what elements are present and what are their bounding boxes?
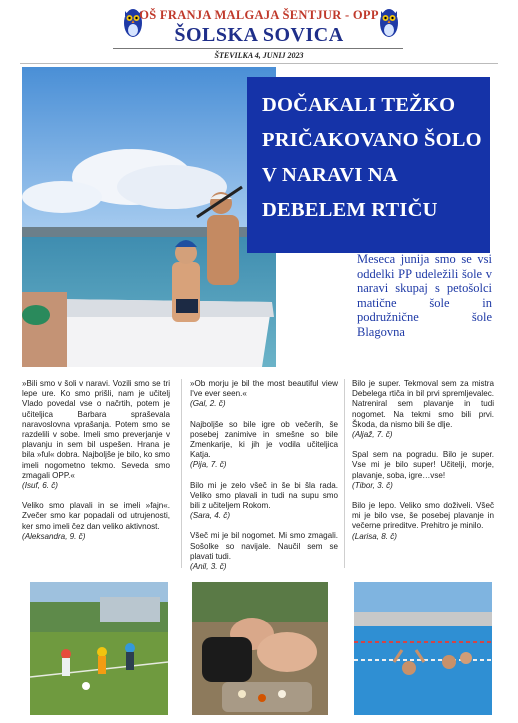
quote-paragraph: »Ob morju je bil the most beautiful view I've ever seen.« (Gal, 2. č): [190, 379, 338, 409]
school-name: OŠ FRANJA MALGAJA ŠENTJUR - OPP: [139, 8, 379, 22]
article-lead: Meseca junija smo se vsi oddelki PP udeležili šole v naravi skupaj s petošolci matične šole in podružnične šole Blagovna: [357, 252, 492, 339]
article-headline: DOČAKALI TEŽKO PRIČAKOVANO ŠOLO V NARAVI NA DEBELEM RTIČU: [262, 94, 482, 221]
sup-board-photo: [22, 67, 276, 367]
quote-paragraph: Bilo je lepo. Veliko smo doživeli. Všeč mi je bilo vse, še posebej plavanje in večerne prireditve. Prehitro je minilo. (Larisa, 8. č): [352, 501, 494, 541]
column-3: [352, 379, 494, 552]
quote-paragraph: Bilo mi je zelo všeč in še bi šla rada. Veliko smo plavali in tudi na supu smo bili z učiteljem Rokom. (Sara, 4. č): [190, 480, 338, 521]
newsletter-title: ŠOLSKA SOVICA: [174, 24, 344, 46]
header-divider: [20, 63, 498, 64]
football-photo: [30, 582, 168, 715]
issue-label: ŠTEVILKA 4, JUNIJ 2023: [214, 51, 304, 60]
column-2: [190, 379, 338, 582]
quote-paragraph: Najboljše so bile igre ob večerih, še posebej zanimive in smešne so bile Zmenkarije, ki jih je vodila učiteljica Katja. (Pija, 7. č): [190, 419, 338, 470]
quote-paragraph: »Bili smo v šoli v naravi. Vozili smo se tri lepe ure. Ko smo prišli, nam je učitelj Vlado povedal vse o načrtih, potem je učiteljica Barbara spraševala naravoslovna vprašanja. Potem smo se razdelili v sobe. Imeli smo preverjanje v plavanju in sem bil uspešen. Hrana je bila »ful« dobra. Najboljše je bilo, ko smo imeli nogometno tekmo. Seveda smo zmagali OPP.« (Isuf, 6. č): [22, 379, 170, 491]
column-divider: [344, 379, 345, 568]
quote-paragraph: Spal sem na pogradu. Bilo je super. Vse mi je bilo super! Učitelji, morje, plavanje, soba, igre…vse! (Tibor, 3. č): [352, 450, 494, 490]
column-divider: [181, 379, 182, 568]
quote-paragraph: Všeč mi je bil nogomet. Mi smo zmagali. Sošolke so navijale. Naučil sem se plavati tudi. (Anil, 3. č): [190, 531, 338, 572]
pool-photo: [354, 582, 492, 715]
beach-craft-photo: [192, 582, 328, 715]
column-1: [22, 379, 170, 552]
quote-paragraph: Veliko smo plavali in se imeli »fajn«. Zvečer smo kar popadali od utrujenosti, ker smo imeli čez dan veliko aktivnost. (Aleksandra, 9. č): [22, 501, 170, 541]
masthead-rule: [113, 48, 403, 49]
quote-paragraph: Bilo je super. Tekmoval sem za mistra Debelega rtiča in bil prvi spremljevalec. Natreniral sem plavanje in tudi nogomet. Na tekmi smo bili prvi. Škoda, da nismo bili še dlje. (Aljaž, 7. č): [352, 379, 494, 440]
